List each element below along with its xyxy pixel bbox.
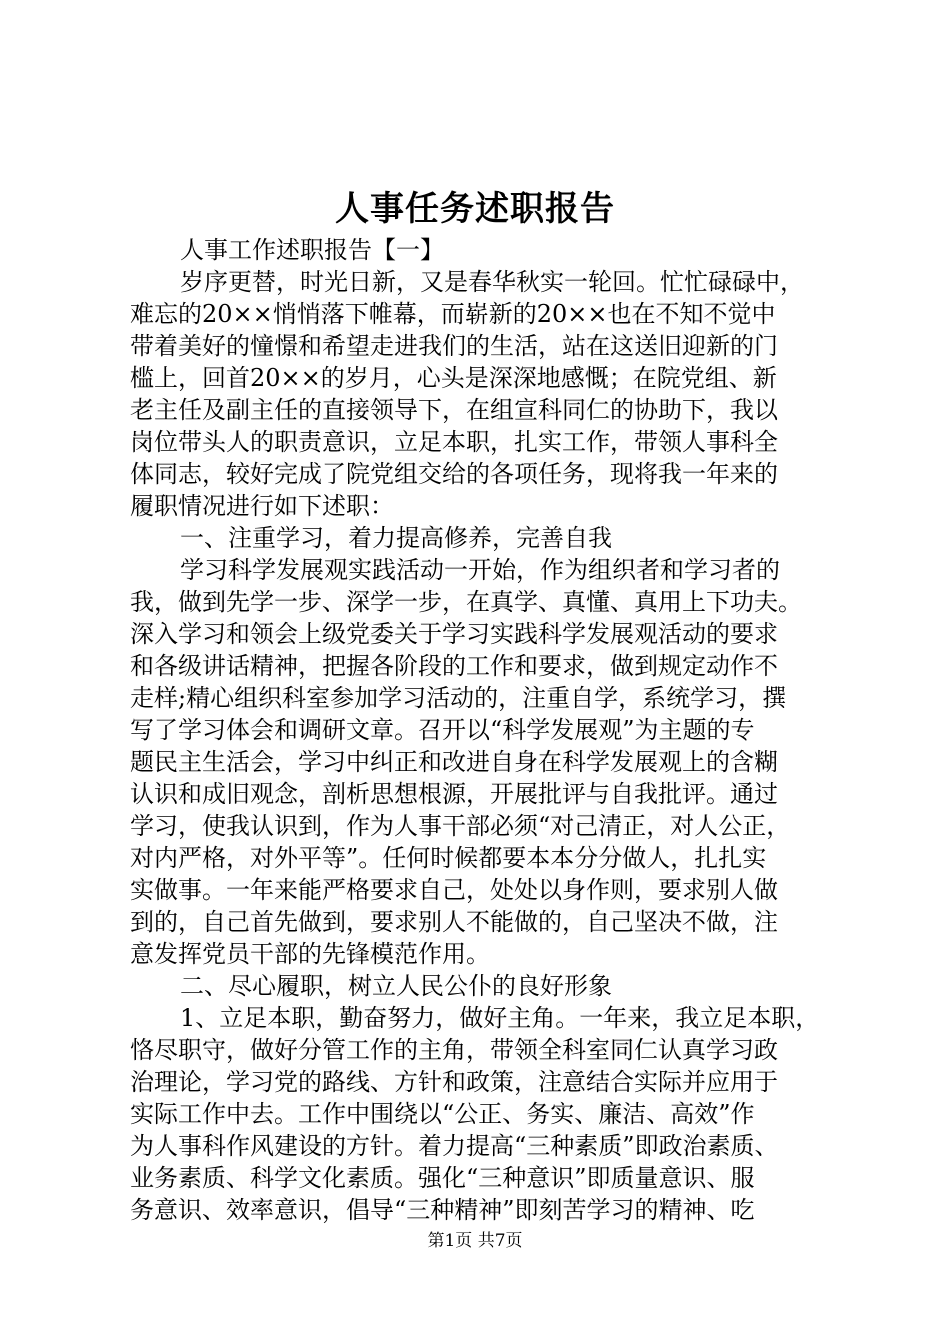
text-line: 务意识、效率意识，倡导“三种精神”即刻苦学习的精神、吃 xyxy=(130,1196,755,1224)
text-line: 到的，自己首先做到，要求别人不能做的，自己坚决不做，注 xyxy=(130,908,778,936)
document-body xyxy=(130,234,850,1226)
text-line: 写了学习体会和调研文章。召开以“科学发展观”为主题的专 xyxy=(130,716,755,744)
text-line: 恪尽职守，做好分管工作的主角，带领全科室同仁认真学习政 xyxy=(130,1036,778,1064)
document-title: 人事任务述职报告 xyxy=(335,189,615,229)
text-line: 走样;精心组织科室参加学习活动的，注重自学，系统学习，撰 xyxy=(130,684,787,712)
text-line: 为人事科作风建设的方针。着力提高“三种素质”即政治素质、 xyxy=(130,1132,779,1160)
text-line: 我，做到先学一步、深学一步，在真学、真懂、真用上下功夫。 xyxy=(130,588,802,616)
text-line: 难忘的20××悄悄落下帷幕，而崭新的20××也在不知不觉中 xyxy=(130,300,776,328)
text-line: 学习科学发展观实践活动一开始，作为组织者和学习者的 xyxy=(180,556,780,584)
text-line: 老主任及副主任的直接领导下，在组宣科同仁的协助下，我以 xyxy=(130,396,778,424)
text-line: 业务素质、科学文化素质。强化“三种意识”即质量意识、服 xyxy=(130,1164,755,1192)
text-line: 实际工作中去。工作中围绕以“公正、务实、廉洁、高效”作 xyxy=(130,1100,755,1128)
text-line: 带着美好的憧憬和希望走进我们的生活，站在这送旧迎新的门 xyxy=(130,332,778,360)
text-line: 实做事。一年来能严格要求自己，处处以身作则，要求别人做 xyxy=(130,876,778,904)
text-line: 认识和成旧观念，剖析思想根源，开展批评与自我批评。通过 xyxy=(130,780,778,808)
text-line: 题民主生活会，学习中纠正和改进自身在科学发展观上的含糊 xyxy=(130,748,778,776)
text-line: 人事工作述职报告【一】 xyxy=(180,236,444,264)
text-line: 体同志，较好完成了院党组交给的各项任务，现将我一年来的 xyxy=(130,460,778,488)
text-line: 1、立足本职，勤奋努力，做好主角。一年来，我立足本职， xyxy=(180,1004,820,1032)
text-line: 二、尽心履职，树立人民公仆的良好形象 xyxy=(180,972,612,1000)
text-line: 学习，使我认识到，作为人事干部必须“对己清正，对人公正， xyxy=(130,812,791,840)
text-line: 意发挥党员干部的先锋模范作用。 xyxy=(130,940,490,968)
text-line: 履职情况进行如下述职： xyxy=(130,492,394,520)
text-line: 岁序更替，时光日新，又是春华秋实一轮回。忙忙碌碌中， xyxy=(180,268,804,296)
text-line: 深入学习和领会上级党委关于学习实践科学发展观活动的要求 xyxy=(130,620,778,648)
text-line: 和各级讲话精神，把握各阶段的工作和要求，做到规定动作不 xyxy=(130,652,778,680)
text-line: 治理论，学习党的路线、方针和政策，注意结合实际并应用于 xyxy=(130,1068,778,1096)
text-line: 岗位带头人的职责意识，立足本职，扎实工作，带领人事科全 xyxy=(130,428,778,456)
text-line: 一、注重学习，着力提高修养，完善自我 xyxy=(180,524,612,552)
page-footer: 第1页 共7页 xyxy=(427,1231,523,1251)
text-line: 槛上，回首20××的岁月，心头是深深地感慨；在院党组、新 xyxy=(130,364,777,392)
text-line: 对内严格，对外平等”。任何时候都要本本分分做人，扎扎实 xyxy=(130,844,767,872)
